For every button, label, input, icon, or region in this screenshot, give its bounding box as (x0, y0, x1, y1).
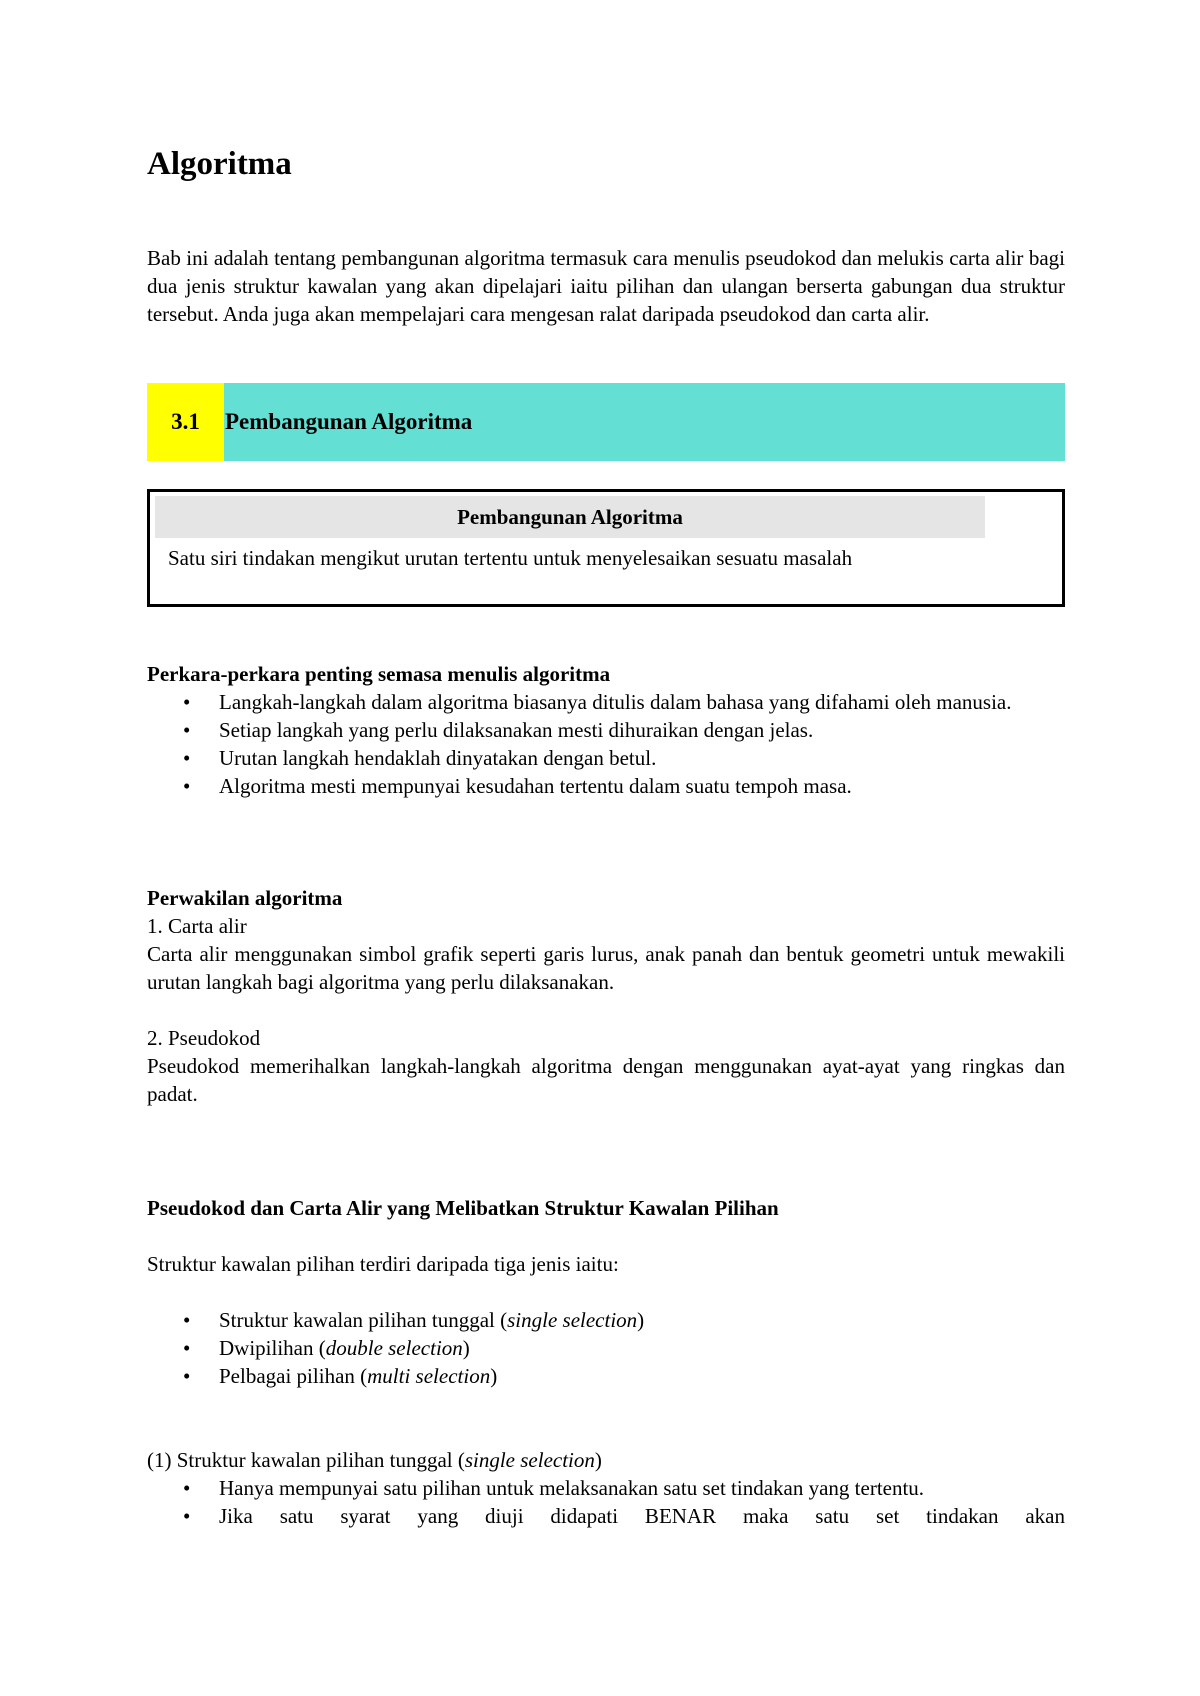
list-item: • Dwipilihan (double selection) (183, 1336, 470, 1360)
important-heading: Perkara-perkara penting semasa menulis algoritma (147, 662, 611, 686)
selection-intro: Struktur kawalan pilihan terdiri daripada tiga jenis iaitu: (147, 1252, 619, 1276)
flowchart-title: 1. Carta alir (147, 914, 247, 938)
definition-heading: Pembangunan Algoritma (155, 496, 985, 538)
section-title: Pembangunan Algoritma (225, 409, 473, 434)
list-item: • Jika satu syarat yang diuji didapati BENAR maka satu set tindakan akan (183, 1504, 1065, 1528)
list-item: • Langkah-langkah dalam algoritma biasanya ditulis dalam bahasa yang difahami oleh manusia. (183, 690, 1012, 714)
spacer (147, 996, 1065, 1024)
important-points-section (147, 660, 1065, 800)
section-header-bar (147, 383, 1065, 461)
representation-section (147, 884, 1065, 1108)
section-number: 3.1 (147, 383, 224, 461)
single-selection-heading: (1) Struktur kawalan pilihan tunggal (single selection) (147, 1448, 602, 1472)
pseudocode-text: Pseudokod memerihalkan langkah-langkah algoritma dengan menggunakan ayat-ayat yang ringkas dan padat. (147, 1054, 1065, 1106)
representation-heading: Perwakilan algoritma (147, 886, 343, 910)
intro-paragraph: Bab ini adalah tentang pembangunan algoritma termasuk cara menulis pseudokod dan melukis carta alir bagi dua jenis struktur kawalan yang akan dipelajari iaitu pilihan dan ulangan berserta gabungan dua struktur tersebut. Anda juga akan mempelajari cara mengesan ralat daripada pseudokod dan carta alir. (147, 246, 1065, 326)
flowchart-text: Carta alir menggunakan simbol grafik seperti garis lurus, anak panah dan bentuk geometri untuk mewakili urutan langkah bagi algoritma yang perlu dilaksanakan. (147, 942, 1065, 994)
bullet-icon: • (183, 1364, 191, 1388)
bullet-icon: • (183, 718, 191, 742)
list-item: • Struktur kawalan pilihan tunggal (single selection) (183, 1308, 645, 1332)
list-item: • Hanya mempunyai satu pilihan untuk melaksanakan satu set tindakan yang tertentu. (183, 1476, 925, 1500)
selection-section (147, 1194, 1065, 1390)
list-item: • Algoritma mesti mempunyai kesudahan tertentu dalam suatu tempoh masa. (183, 774, 852, 798)
definition-box (147, 489, 1065, 607)
list-item: • Urutan langkah hendaklah dinyatakan dengan betul. (183, 746, 657, 770)
important-list (147, 688, 1065, 800)
definition-text: Satu siri tindakan mengikut urutan tertentu untuk menyelesaikan sesuatu masalah (168, 546, 853, 570)
bullet-icon: • (183, 1336, 191, 1360)
bullet-icon: • (183, 746, 191, 770)
list-item: • Pelbagai pilihan (multi selection) (183, 1364, 498, 1388)
bullet-icon: • (183, 1476, 191, 1500)
bullet-icon: • (183, 690, 191, 714)
selection-heading: Pseudokod dan Carta Alir yang Melibatkan Struktur Kawalan Pilihan (147, 1196, 779, 1220)
selection-types-list (147, 1306, 1065, 1390)
spacer (147, 1222, 1065, 1250)
bullet-icon: • (183, 774, 191, 798)
list-item: • Setiap langkah yang perlu dilaksanakan mesti dihuraikan dengan jelas. (183, 718, 814, 742)
pseudocode-title: 2. Pseudokod (147, 1026, 261, 1050)
single-selection-section (147, 1446, 1065, 1530)
spacer (147, 1278, 1065, 1306)
bullet-icon: • (183, 1308, 191, 1332)
bullet-icon: • (183, 1504, 191, 1528)
page-title: Algoritma (147, 146, 292, 182)
single-selection-list (147, 1474, 1065, 1530)
